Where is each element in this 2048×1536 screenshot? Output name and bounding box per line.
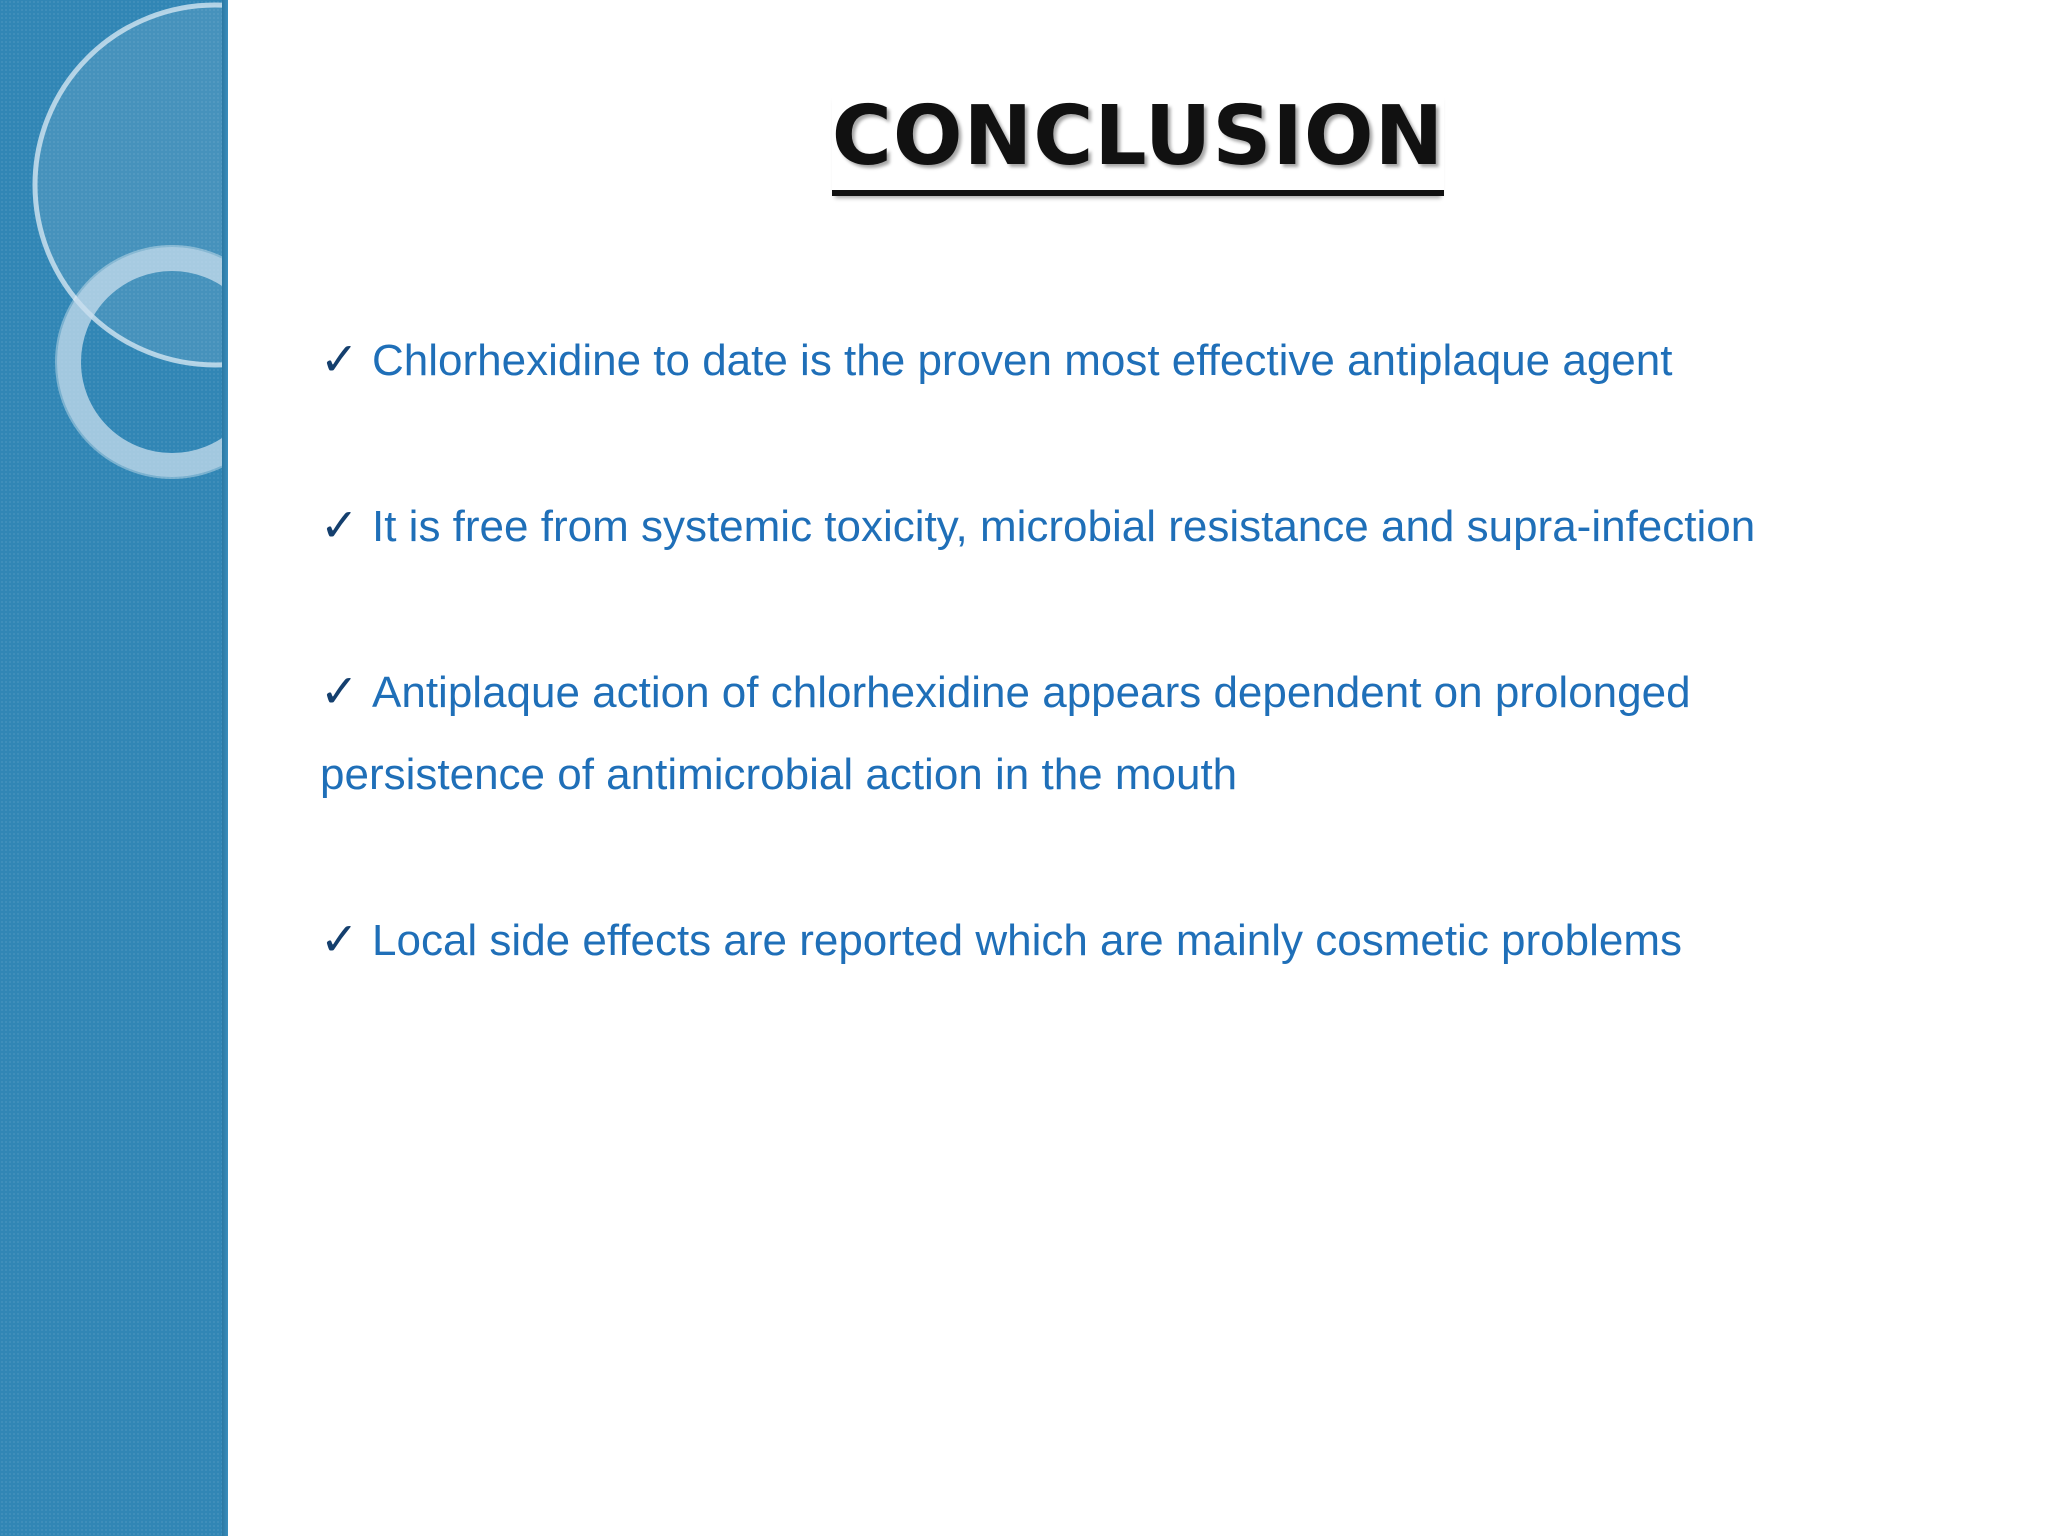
bullet-text: Antiplaque action of chlorhexidine appears dependent on prolonged persistence of antimicrobial action in the mouth bbox=[320, 668, 1691, 799]
checkmark-icon: ✓ bbox=[320, 498, 359, 552]
bullet-item bbox=[320, 650, 1840, 816]
bullet-item bbox=[320, 318, 1840, 402]
bullet-item bbox=[320, 898, 1840, 982]
checkmark-icon: ✓ bbox=[320, 912, 359, 966]
checkmark-icon: ✓ bbox=[320, 332, 359, 386]
bullet-text: Chlorhexidine to date is the proven most effective antiplaque agent bbox=[372, 336, 1673, 385]
bullet-item bbox=[320, 484, 1840, 568]
bullet-text: It is free from systemic toxicity, microbial resistance and supra-infection bbox=[372, 502, 1756, 551]
title-container bbox=[228, 89, 2048, 196]
checkmark-icon: ✓ bbox=[320, 664, 359, 718]
slide-title: CONCLUSION bbox=[832, 92, 1445, 196]
bullet-list bbox=[320, 318, 1840, 1064]
decorative-circles bbox=[0, 0, 228, 520]
bullet-text: Local side effects are reported which are mainly cosmetic problems bbox=[372, 916, 1683, 965]
side-band-edge bbox=[222, 0, 228, 1536]
side-band bbox=[0, 0, 228, 1536]
